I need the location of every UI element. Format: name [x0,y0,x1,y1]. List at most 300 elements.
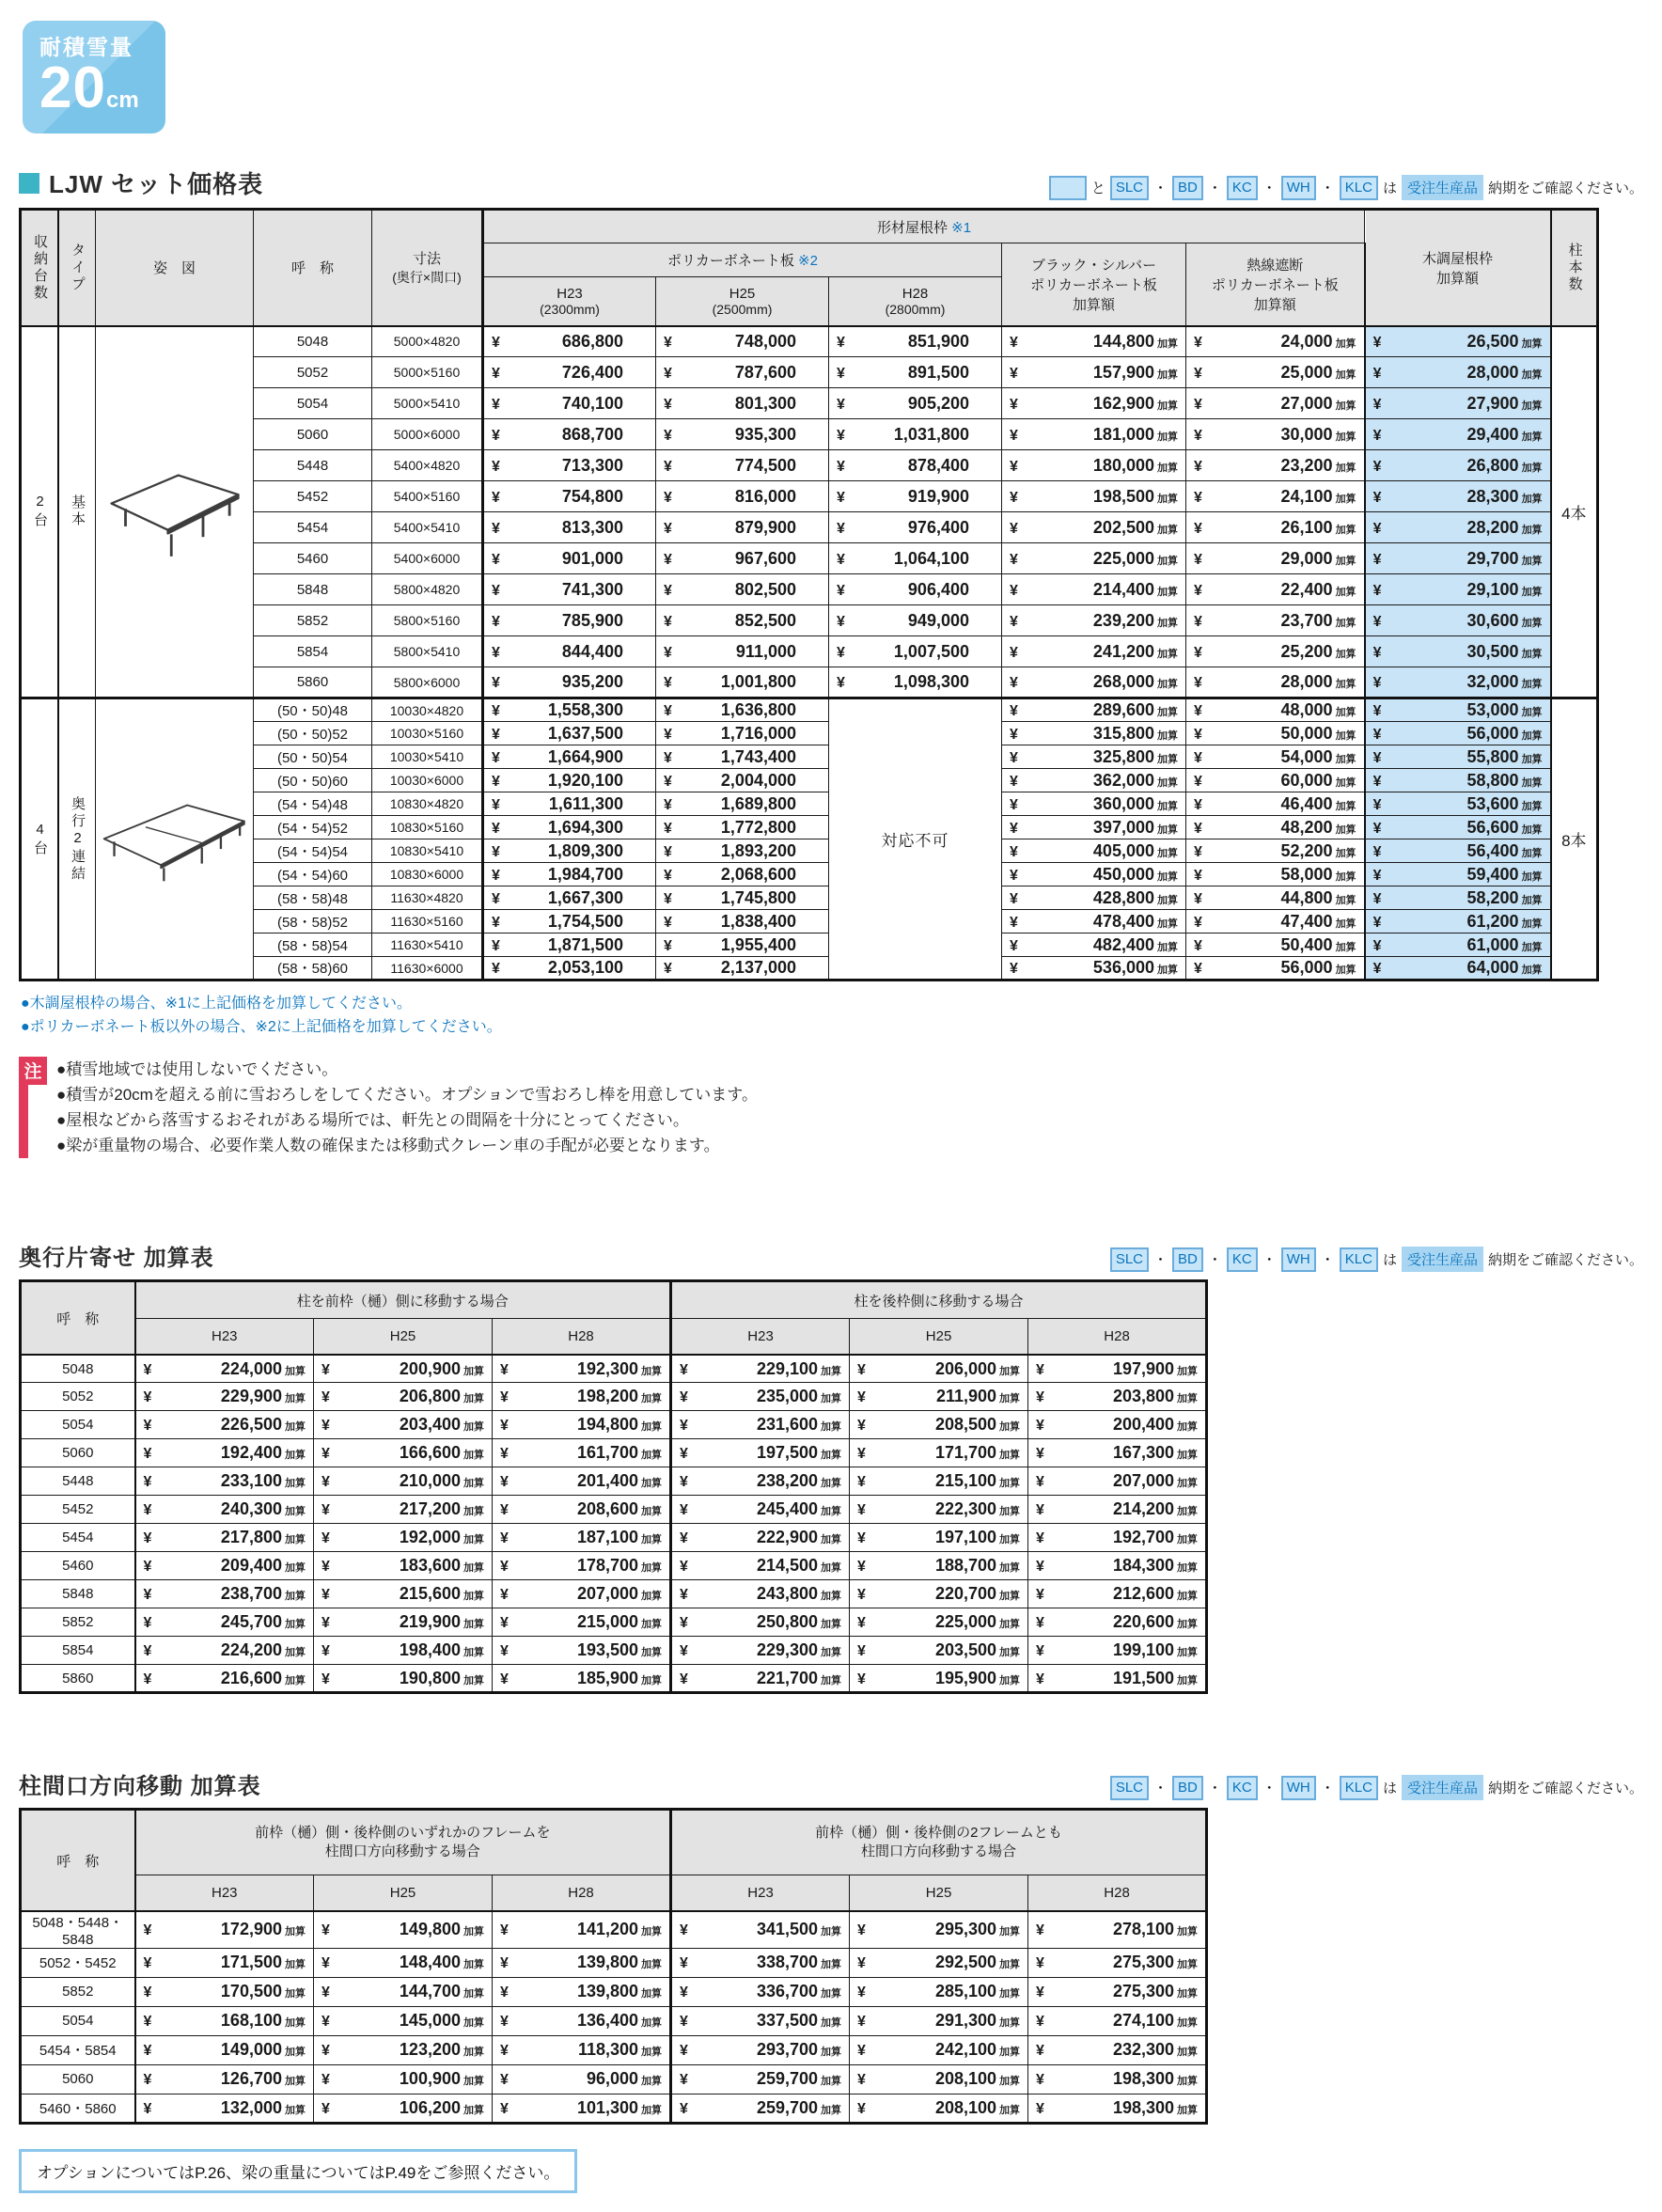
price-wood-frame-cell: ¥ 28,200 加算 [1365,512,1551,543]
legend-separator: ・ [1207,1252,1222,1269]
code-badge-slc: SLC [1110,1247,1149,1272]
price-h25-cell: ¥ 1,745,800 [656,886,829,910]
legend-separator: ・ [1262,180,1277,196]
table-row [21,1665,1207,1693]
price-h23-cell: ¥ 935,200 [483,667,656,698]
legend-is-text: は [1382,180,1397,196]
price-both-frames-h3-cell: ¥ 275,300 加算 [1028,1948,1207,1977]
footer-note: オプションについてはP.26、梁の重量についてはP.49をご参照ください。 [19,2149,577,2193]
code-badge-bd: BD [1172,1776,1203,1800]
model-name-cell: (54・54)54 [254,839,372,863]
legend-separator: ・ [1153,180,1168,196]
size-cell: 11630×5410 [372,933,483,957]
caution-rail [19,1057,47,1159]
snow-badge-unit: cm [105,87,139,113]
size-cell: 5000×4820 [372,326,483,357]
price-heat-block-cell: ¥ 28,000 加算 [1186,667,1365,698]
header-h25: H25 [850,1875,1028,1911]
legend-separator: ・ [1153,1781,1168,1797]
model-name-cell: 5860 [254,667,372,698]
price-back-h1-cell: ¥ 214,500 加算 [671,1552,850,1580]
table-row [21,2094,1207,2123]
post-count-cell: 8本 [1551,698,1598,980]
model-name-cell: 5448 [21,1467,135,1496]
price-h25-cell: ¥ 1,743,400 [656,745,829,769]
price-black-silver-cell: ¥ 268,000 加算 [1002,667,1186,698]
price-h23-cell: ¥ 741,300 [483,574,656,605]
header-polycarbonate-group: ポリカーボネート板 ※2 [483,243,1002,277]
model-name-cell: 5460 [21,1552,135,1580]
price-back-h1-cell: ¥ 222,900 加算 [671,1524,850,1552]
made-to-order-badge: 受注生産品 [1402,1247,1483,1272]
legend-separator: ・ [1207,1781,1222,1797]
table-row [21,863,1598,886]
price-wood-frame-cell: ¥ 29,100 加算 [1365,574,1551,605]
price-h23-cell: ¥ 1,611,300 [483,792,656,816]
price-front-h3-cell: ¥ 208,600 加算 [493,1496,671,1524]
price-black-silver-cell: ¥ 325,800 加算 [1002,745,1186,769]
price-h25-cell: ¥ 748,000 [656,326,829,357]
price-front-h3-cell: ¥ 201,400 加算 [493,1467,671,1496]
header-h23: H23 [671,1875,850,1911]
price-h23-cell: ¥ 1,558,300 [483,698,656,722]
price-h28-cell: ¥ 851,900 [829,326,1002,357]
header-h28: H28 [493,1875,671,1911]
price-both-frames-h1-cell: ¥ 337,500 加算 [671,2006,850,2035]
price-h23-cell: ¥ 785,900 [483,605,656,636]
price-both-frames-h2-cell: ¥ 292,500 加算 [850,1948,1028,1977]
legend-separator: ・ [1320,1781,1335,1797]
price-both-frames-h2-cell: ¥ 208,100 加算 [850,2064,1028,2094]
header-h23: H23 (2300mm) [483,277,656,326]
price-black-silver-cell: ¥ 241,200 加算 [1002,636,1186,667]
model-name-cell: (50・50)60 [254,769,372,792]
model-name-cell: 5852 [21,1977,135,2006]
price-black-silver-cell: ¥ 405,000 加算 [1002,839,1186,863]
price-one-frame-h1-cell: ¥ 132,000 加算 [135,2094,314,2123]
price-heat-block-cell: ¥ 48,000 加算 [1186,698,1365,722]
table-row [21,574,1598,605]
price-front-h2-cell: ¥ 217,200 加算 [314,1496,493,1524]
header-roof-frame-group: 形材屋根枠 ※1 [483,210,1365,243]
price-one-frame-h1-cell: ¥ 170,500 加算 [135,1977,314,2006]
price-both-frames-h3-cell: ¥ 278,100 加算 [1028,1911,1207,1949]
price-heat-block-cell: ¥ 23,200 加算 [1186,450,1365,481]
legend-separator: ・ [1153,1252,1168,1269]
price-h25-cell: ¥ 1,838,400 [656,910,829,933]
spacer [19,1158,1643,1207]
header-h23: H23 [135,1319,314,1355]
table-row [21,605,1598,636]
model-name-cell: 5848 [254,574,372,605]
caution-items [56,1057,758,1159]
model-name-cell: 5454・5854 [21,2035,135,2064]
price-heat-block-cell: ¥ 50,000 加算 [1186,722,1365,745]
header-model-name: 呼 称 [21,1281,135,1355]
price-back-h2-cell: ¥ 188,700 加算 [850,1552,1028,1580]
price-h28-cell: ¥ 1,031,800 [829,419,1002,450]
price-h25-cell: ¥ 935,300 [656,419,829,450]
model-name-cell: 5852 [254,605,372,636]
price-black-silver-cell: ¥ 157,900 加算 [1002,357,1186,388]
price-wood-frame-cell: ¥ 61,200 加算 [1365,910,1551,933]
price-black-silver-cell: ¥ 239,200 加算 [1002,605,1186,636]
price-back-h2-cell: ¥ 222,300 加算 [850,1496,1028,1524]
price-heat-block-cell: ¥ 60,000 加算 [1186,769,1365,792]
price-one-frame-h2-cell: ¥ 145,000 加算 [314,2006,493,2035]
h28-not-available-cell: 対応不可 [829,698,1002,980]
price-wood-frame-cell: ¥ 58,200 加算 [1365,886,1551,910]
post-count-cell: 4本 [1551,326,1598,698]
model-name-cell: (54・54)60 [254,863,372,886]
size-cell: 10030×5160 [372,722,483,745]
price-front-h2-cell: ¥ 166,600 加算 [314,1439,493,1467]
table-row [21,1637,1207,1665]
made-to-order-badge: 受注生産品 [1402,175,1483,200]
price-one-frame-h2-cell: ¥ 148,400 加算 [314,1948,493,1977]
table-row [21,886,1598,910]
price-black-silver-cell: ¥ 428,800 加算 [1002,886,1186,910]
model-name-cell: (50・50)54 [254,745,372,769]
caution-item: ●積雪地域では使用しないでください。 [56,1059,338,1078]
price-h23-cell: ¥ 1,871,500 [483,933,656,957]
price-both-frames-h1-cell: ¥ 338,700 加算 [671,1948,850,1977]
snow-badge-value [39,55,165,120]
model-name-cell: 5054 [21,2006,135,2035]
price-back-h2-cell: ¥ 171,700 加算 [850,1439,1028,1467]
price-front-h3-cell: ¥ 178,700 加算 [493,1552,671,1580]
price-h28-cell: ¥ 905,200 [829,388,1002,419]
price-one-frame-h3-cell: ¥ 118,300 加算 [493,2035,671,2064]
model-name-cell: 5048 [254,326,372,357]
code-badge-wh: WH [1281,176,1316,200]
price-h25-cell: ¥ 816,000 [656,481,829,512]
price-h25-cell: ¥ 879,900 [656,512,829,543]
table-row [21,2035,1207,2064]
depth-offset-table [19,1279,1208,1694]
price-h23-cell: ¥ 901,000 [483,543,656,574]
price-front-h2-cell: ¥ 190,800 加算 [314,1665,493,1693]
price-back-h2-cell: ¥ 220,700 加算 [850,1580,1028,1608]
price-front-h2-cell: ¥ 206,800 加算 [314,1383,493,1411]
table-row [21,1948,1207,1977]
table-row [21,839,1598,863]
price-front-h2-cell: ¥ 198,400 加算 [314,1637,493,1665]
price-h25-cell: ¥ 1,689,800 [656,792,829,816]
table-row [21,357,1598,388]
model-name-cell: 5448 [254,450,372,481]
code-badge-bd: BD [1172,1247,1203,1272]
price-front-h1-cell: ¥ 217,800 加算 [135,1524,314,1552]
price-back-h3-cell: ¥ 220,600 加算 [1028,1608,1207,1637]
price-black-silver-cell: ¥ 482,400 加算 [1002,933,1186,957]
price-back-h2-cell: ¥ 195,900 加算 [850,1665,1028,1693]
color-swatch-badge [1049,176,1087,200]
price-wood-frame-cell: ¥ 29,400 加算 [1365,419,1551,450]
price-both-frames-h3-cell: ¥ 275,300 加算 [1028,1977,1207,2006]
model-name-cell: 5048 [21,1355,135,1383]
size-cell: 5400×5160 [372,481,483,512]
price-front-h3-cell: ¥ 215,000 加算 [493,1608,671,1637]
price-one-frame-h1-cell: ¥ 126,700 加算 [135,2064,314,2094]
price-front-h1-cell: ¥ 240,300 加算 [135,1496,314,1524]
price-heat-block-cell: ¥ 47,400 加算 [1186,910,1365,933]
size-cell: 10030×6000 [372,769,483,792]
price-wood-frame-cell: ¥ 64,000 加算 [1365,957,1551,980]
post-move-table [19,1808,1208,2125]
model-name-cell: 5054 [254,388,372,419]
table-row [21,1383,1207,1411]
set-price-title [19,165,263,200]
price-front-h3-cell: ¥ 198,200 加算 [493,1383,671,1411]
header-h28: H28 (2800mm) [829,277,1002,326]
price-back-h3-cell: ¥ 207,000 加算 [1028,1467,1207,1496]
size-cell: 11630×6000 [372,957,483,980]
table-row [21,1439,1207,1467]
price-back-h2-cell: ¥ 206,000 加算 [850,1355,1028,1383]
table-row [21,481,1598,512]
price-h28-cell: ¥ 919,900 [829,481,1002,512]
price-wood-frame-cell: ¥ 28,000 加算 [1365,357,1551,388]
price-h25-cell: ¥ 1,716,000 [656,722,829,745]
price-back-h1-cell: ¥ 221,700 加算 [671,1665,850,1693]
price-front-h2-cell: ¥ 219,900 加算 [314,1608,493,1637]
header-h28: H28 [1028,1875,1207,1911]
price-h23-cell: ¥ 1,637,500 [483,722,656,745]
model-name-cell: (58・58)52 [254,910,372,933]
price-front-h1-cell: ¥ 224,000 加算 [135,1355,314,1383]
made-to-order-badge: 受注生産品 [1402,1775,1483,1800]
size-cell: 5400×4820 [372,450,483,481]
size-cell: 11630×4820 [372,886,483,910]
price-front-h3-cell: ¥ 185,900 加算 [493,1665,671,1693]
table-row [21,543,1598,574]
table-row [21,388,1598,419]
price-wood-frame-cell: ¥ 55,800 加算 [1365,745,1551,769]
model-name-cell: 5460 [254,543,372,574]
price-h23-cell: ¥ 813,300 [483,512,656,543]
legend-and-text: と [1090,180,1105,196]
size-cell: 10830×5410 [372,839,483,863]
price-h23-cell: ¥ 713,300 [483,450,656,481]
price-heat-block-cell: ¥ 22,400 加算 [1186,574,1365,605]
price-h28-cell: ¥ 1,064,100 [829,543,1002,574]
model-name-cell: 5052 [254,357,372,388]
model-name-cell: 5460・5860 [21,2094,135,2123]
header-model-name: 呼 称 [21,1810,135,1911]
price-both-frames-h3-cell: ¥ 198,300 加算 [1028,2064,1207,2094]
spacer [19,1694,1643,1735]
table-row [21,1580,1207,1608]
storage-count-cell: 2台 [21,326,58,698]
header-one-frame-group: 前枠（樋）側・後枠側のいずれかのフレームを 柱間口方向移動する場合 [135,1810,671,1875]
price-front-h1-cell: ¥ 229,900 加算 [135,1383,314,1411]
table-row [21,1524,1207,1552]
price-h25-cell: ¥ 1,893,200 [656,839,829,863]
code-badge-klc: KLC [1340,1247,1378,1272]
price-front-h3-cell: ¥ 192,300 加算 [493,1355,671,1383]
price-front-h1-cell: ¥ 209,400 加算 [135,1552,314,1580]
price-h28-cell: ¥ 906,400 [829,574,1002,605]
price-h25-cell: ¥ 1,772,800 [656,816,829,839]
price-heat-block-cell: ¥ 54,000 加算 [1186,745,1365,769]
caution-bar [19,1085,28,1159]
size-cell: 5800×5160 [372,605,483,636]
price-heat-block-cell: ¥ 26,100 加算 [1186,512,1365,543]
price-h25-cell: ¥ 1,636,800 [656,698,829,722]
price-front-h2-cell: ¥ 192,000 加算 [314,1524,493,1552]
price-wood-frame-cell: ¥ 56,000 加算 [1365,722,1551,745]
price-front-h2-cell: ¥ 210,000 加算 [314,1467,493,1496]
code-badge-kc: KC [1227,176,1258,200]
code-badge-wh: WH [1281,1247,1316,1272]
size-cell: 10830×5160 [372,816,483,839]
price-wood-frame-cell: ¥ 30,600 加算 [1365,605,1551,636]
model-name-cell: 5854 [254,636,372,667]
price-h25-cell: ¥ 911,000 [656,636,829,667]
table-row [21,792,1598,816]
code-badge-bd: BD [1172,176,1203,200]
code-badge-klc: KLC [1340,176,1378,200]
price-back-h1-cell: ¥ 238,200 加算 [671,1467,850,1496]
price-heat-block-cell: ¥ 25,000 加算 [1186,357,1365,388]
price-back-h1-cell: ¥ 250,800 加算 [671,1608,850,1637]
header-figure: 姿 図 [96,210,254,326]
set-price-table [19,208,1599,981]
price-wood-frame-cell: ¥ 56,600 加算 [1365,816,1551,839]
offset-table-title: 奥行片寄せ 加算表 [19,1246,214,1272]
price-front-h3-cell: ¥ 193,500 加算 [493,1637,671,1665]
price-h28-cell: ¥ 878,400 [829,450,1002,481]
table-row [21,769,1598,792]
size-cell: 10030×5410 [372,745,483,769]
price-back-h1-cell: ¥ 229,300 加算 [671,1637,850,1665]
price-black-silver-cell: ¥ 362,000 加算 [1002,769,1186,792]
code-badge-kc: KC [1227,1247,1258,1272]
price-black-silver-cell: ¥ 181,000 加算 [1002,419,1186,450]
header-wood-roof-frame: 木調屋根枠 加算額 [1365,210,1551,326]
price-back-h3-cell: ¥ 191,500 加算 [1028,1665,1207,1693]
made-to-order-legend [1110,1247,1643,1272]
type-cell: 奥行2連結 [58,698,96,980]
model-name-cell: 5052 [21,1383,135,1411]
price-front-h1-cell: ¥ 216,600 加算 [135,1665,314,1693]
header-move-front-group: 柱を前枠（樋）側に移動する場合 [135,1281,671,1319]
price-front-h1-cell: ¥ 192,400 加算 [135,1439,314,1467]
price-black-silver-cell: ¥ 397,000 加算 [1002,816,1186,839]
price-wood-frame-cell: ¥ 26,500 加算 [1365,326,1551,357]
price-front-h2-cell: ¥ 200,900 加算 [314,1355,493,1383]
snow-load-badge [23,21,165,133]
price-heat-block-cell: ¥ 48,200 加算 [1186,816,1365,839]
price-one-frame-h3-cell: ¥ 141,200 加算 [493,1911,671,1949]
price-wood-frame-cell: ¥ 58,800 加算 [1365,769,1551,792]
price-h23-cell: ¥ 1,984,700 [483,863,656,886]
price-one-frame-h2-cell: ¥ 100,900 加算 [314,2064,493,2094]
note-polycarbonate: ●ポリカーボネート板以外の場合、※2に上記価格を加算してください。 [21,1018,502,1035]
price-both-frames-h2-cell: ¥ 208,100 加算 [850,2094,1028,2123]
header-h25: H25 [314,1875,493,1911]
price-one-frame-h1-cell: ¥ 172,900 加算 [135,1911,314,1949]
price-front-h1-cell: ¥ 245,700 加算 [135,1608,314,1637]
size-cell: 5800×6000 [372,667,483,698]
size-cell: 5400×5410 [372,512,483,543]
made-to-order-legend [1110,1775,1643,1800]
size-cell: 5400×6000 [372,543,483,574]
price-heat-block-cell: ¥ 50,400 加算 [1186,933,1365,957]
type-cell: 基本 [58,326,96,698]
price-h28-cell: ¥ 1,007,500 [829,636,1002,667]
table-row [21,957,1598,980]
code-badge-kc: KC [1227,1776,1258,1800]
price-black-silver-cell: ¥ 144,800 加算 [1002,326,1186,357]
price-heat-block-cell: ¥ 44,800 加算 [1186,886,1365,910]
header-h25: H25 (2500mm) [656,277,829,326]
code-badge-slc: SLC [1110,176,1149,200]
price-back-h1-cell: ¥ 197,500 加算 [671,1439,850,1467]
price-one-frame-h2-cell: ¥ 106,200 加算 [314,2094,493,2123]
price-heat-block-cell: ¥ 58,000 加算 [1186,863,1365,886]
price-front-h1-cell: ¥ 233,100 加算 [135,1467,314,1496]
price-black-silver-cell: ¥ 478,400 加算 [1002,910,1186,933]
price-black-silver-cell: ¥ 315,800 加算 [1002,722,1186,745]
price-back-h3-cell: ¥ 199,100 加算 [1028,1637,1207,1665]
snow-badge-label: 耐積雪量 [39,35,133,59]
caution-item: ●積雪が20cmを超える前に雪おろしをしてください。オプションで雪おろし棒を用意しています。 [56,1085,758,1104]
model-name-cell: 5860 [21,1665,135,1693]
price-h28-cell: ¥ 976,400 [829,512,1002,543]
price-wood-frame-cell: ¥ 53,600 加算 [1365,792,1551,816]
price-back-h3-cell: ¥ 197,900 加算 [1028,1355,1207,1383]
price-back-h3-cell: ¥ 203,800 加算 [1028,1383,1207,1411]
header-h23: H23 [135,1875,314,1911]
price-h23-cell: ¥ 1,809,300 [483,839,656,863]
price-heat-block-cell: ¥ 23,700 加算 [1186,605,1365,636]
post-move-table-body [21,1911,1207,2124]
code-badge-klc: KLC [1340,1776,1378,1800]
model-name-cell: 5454 [254,512,372,543]
price-h28-cell: ¥ 1,098,300 [829,667,1002,698]
model-name-cell: 5852 [21,1608,135,1637]
size-cell: 5800×5410 [372,636,483,667]
legend-is-text: は [1382,1252,1397,1269]
price-front-h3-cell: ¥ 194,800 加算 [493,1411,671,1439]
table-row [21,450,1598,481]
header-both-frames-group: 前枠（樋）側・後枠側の2フレームとも 柱間口方向移動する場合 [671,1810,1207,1875]
header-storage-count: 収納台数 [21,210,58,326]
header-heat-block: 熱線遮断 ポリカーボネート板 加算額 [1186,243,1365,326]
price-back-h2-cell: ¥ 208,500 加算 [850,1411,1028,1439]
price-one-frame-h2-cell: ¥ 149,800 加算 [314,1911,493,1949]
price-h25-cell: ¥ 2,068,600 [656,863,829,886]
header-h25: H25 [850,1319,1028,1355]
table-row [21,2064,1207,2094]
size-cell: 5800×4820 [372,574,483,605]
price-back-h3-cell: ¥ 212,600 加算 [1028,1580,1207,1608]
caution-tag: 注 [19,1057,47,1085]
price-front-h1-cell: ¥ 238,700 加算 [135,1580,314,1608]
figure-cell [96,698,254,980]
size-cell: 11630×5160 [372,910,483,933]
depth-offset-table-head [21,1281,1207,1355]
price-black-silver-cell: ¥ 289,600 加算 [1002,698,1186,722]
price-wood-frame-cell: ¥ 26,800 加算 [1365,450,1551,481]
set-price-table-body [21,326,1598,980]
price-front-h3-cell: ¥ 187,100 加算 [493,1524,671,1552]
price-h23-cell: ¥ 1,667,300 [483,886,656,910]
price-both-frames-h3-cell: ¥ 232,300 加算 [1028,2035,1207,2064]
price-one-frame-h3-cell: ¥ 136,400 加算 [493,2006,671,2035]
